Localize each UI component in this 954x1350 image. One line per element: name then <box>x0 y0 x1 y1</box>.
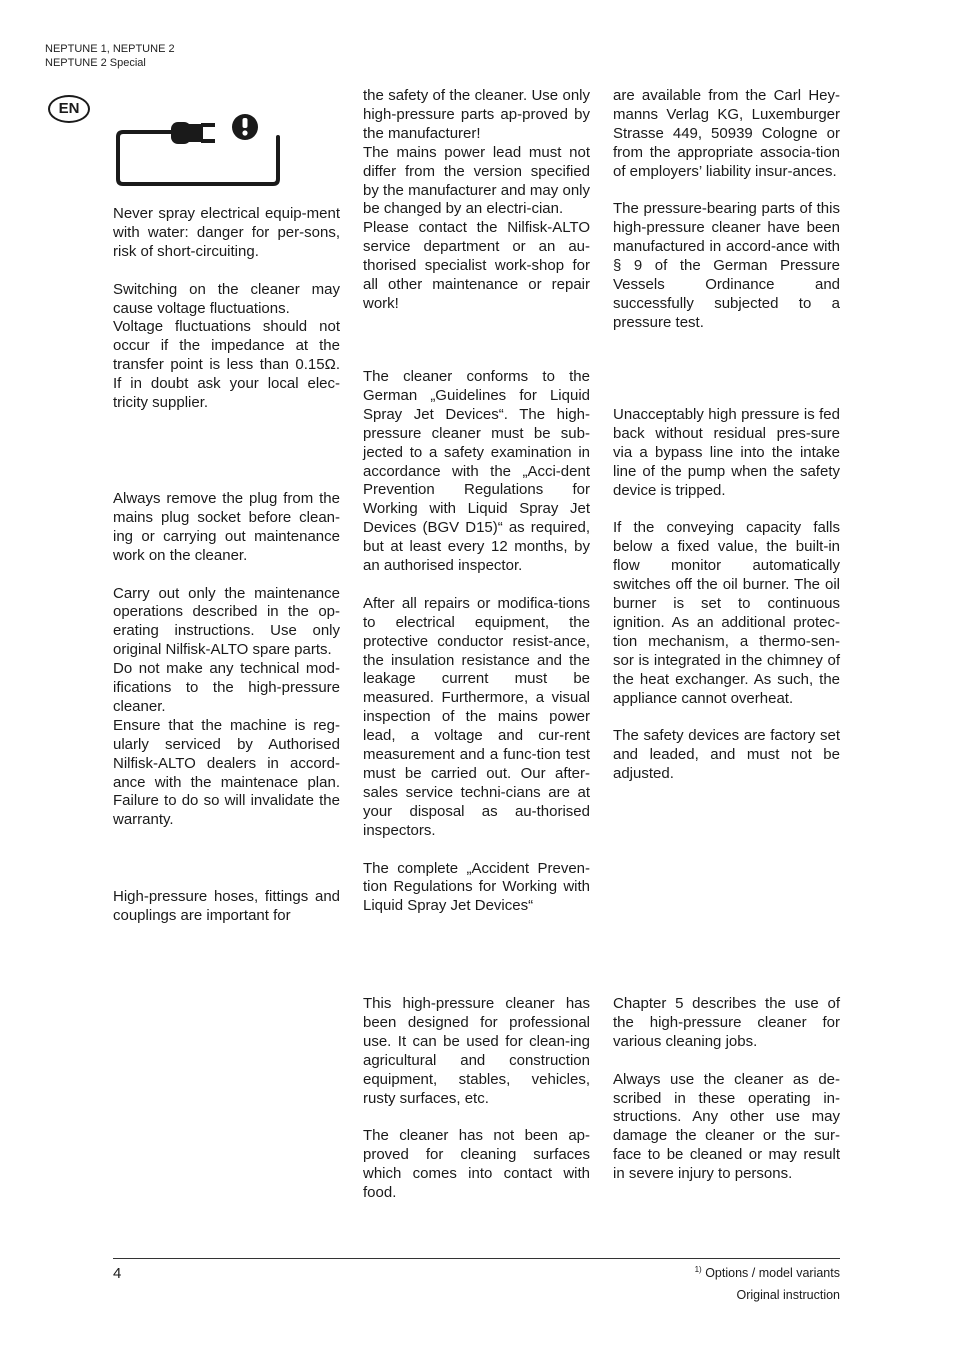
text-column-2a <box>363 87 590 314</box>
paragraph: Never spray electrical equip-ment with water: danger for per-sons, risk of short-circuiting. <box>113 205 340 260</box>
paragraph: High-pressure hoses, fittings and couplings are important for <box>113 888 340 924</box>
paragraph: Please contact the Nilfisk-ALTO service department or an au-thorised specialist work-shop for all other maintenance or repair work! <box>363 219 590 312</box>
model-name-line1: NEPTUNE 1, NEPTUNE 2 <box>45 43 175 55</box>
text-column-3c <box>613 995 840 1184</box>
original-instruction-label: Original instruction <box>736 1288 840 1302</box>
document-header <box>45 42 175 70</box>
paragraph: Unacceptably high pressure is fed back without residual pres-sure via a bypass line into the intake line of the pump when the safety device is tripped. <box>613 406 840 499</box>
paragraph: Voltage fluctuations should not occur if the impedance at the transfer point is less than 0.15Ω. If in doubt ask your local elec-tricity supplier. <box>113 318 340 412</box>
paragraph: The mains power lead must not differ from the version specified by the manufacturer and may only be changed by an electri-cian. <box>363 143 590 218</box>
paragraph: After all repairs or modifica-tions to electrical equipment, the protective conductor resist-ance, the insulation resistance and the leakage current must be measured. Furthermore, a visual inspection of the mains power lead, a voltage and cur-rent measurement and a func-tion test must be carried out. Our after-sales service techni-cians are at your disposal as au-thorised inspectors. <box>363 594 590 839</box>
text-column-1b <box>113 490 340 830</box>
paragraph: The pressure-bearing parts of this high-pressure cleaner have been manufactured in accord-ance with § 9 of the German Pressure Vessels Ordinance and successfully subjected to a pressure test. <box>613 200 840 331</box>
paragraph: the safety of the cleaner. Use only high-pressure parts ap-proved by the manufacturer! <box>363 87 590 142</box>
paragraph: Always use the cleaner as de-scribed in these operating in-structions. Any other use may damage the cleaner or the sur-face to be cleaned or may result in severe injury to persons. <box>613 1070 840 1183</box>
footnote <box>695 1265 840 1280</box>
footnote-text: Options / model variants <box>705 1266 840 1281</box>
language-badge: EN <box>48 95 90 123</box>
page-number: 4 <box>113 1265 122 1282</box>
paragraph: Ensure that the machine is reg-ularly serviced by Authorised Nilfisk-ALTO dealers in accord-ance with the maintenace plan. Failure to do so will invalidate the warranty. <box>113 716 340 829</box>
footnote-mark: 1) <box>694 1265 702 1274</box>
text-column-2b <box>363 368 590 916</box>
paragraph: The cleaner conforms to the German „Guidelines for Liquid Spray Jet Devices“. The high-pressure cleaner must be sub-jected to a safety examination in accordance with the „Acci-dent Prevention Regulations for Working with Liquid Spray Jet Devices (BGV D15)“ as required, but at least every 12 months, by an authorised inspector. <box>363 368 590 575</box>
paragraph: If the conveying capacity falls below a fixed value, the built-in flow monitor automatically switches off the oil burner. The oil burner is set to continuous ignition. As an additional protec-tion mechanism, a thermo-sen-sor is integrated in the chimney of the heat exchanger. As such, the appliance cannot overheat. <box>613 519 840 707</box>
model-name-line2: NEPTUNE 2 Special <box>45 57 146 69</box>
paragraph: The complete „Accident Preven-tion Regulations for Working with Liquid Spray Jet Devices“ <box>363 859 590 915</box>
paragraph: This high-pressure cleaner has been designed for professional use. It can be used for clean-ing agricultural and construction equipment, stables, vehicles, rusty surfaces, etc. <box>363 995 590 1107</box>
text-column-1c <box>113 888 340 926</box>
paragraph: Do not make any technical mod-ifications to the high-pressure cleaner. <box>113 660 340 715</box>
paragraph: are available from the Carl Hey-manns Verlag KG, Luxemburger Strasse 449, 50939 Cologne or from the appropriate associa-tion of employers’ liability insur-ances. <box>613 87 840 180</box>
footer-divider <box>113 1258 840 1259</box>
text-column-1a <box>113 205 340 413</box>
paragraph: Switching on the cleaner may cause voltage fluctuations. <box>113 280 340 317</box>
text-column-3a <box>613 87 840 333</box>
paragraph: The cleaner has not been ap-proved for cleaning surfaces which comes into contact with food. <box>363 1127 590 1202</box>
power-plug-warning-icon <box>113 108 283 190</box>
paragraph: Carry out only the maintenance operations described in the op-erating instructions. Use only original Nilfisk-ALTO spare parts. <box>113 584 340 659</box>
paragraph: The safety devices are factory set and leaded, and must not be adjusted. <box>613 727 840 783</box>
paragraph: Always remove the plug from the mains plug socket before clean-ing or carrying out maintenance work on the cleaner. <box>113 490 340 564</box>
paragraph: Chapter 5 describes the use of the high-pressure cleaner for various cleaning jobs. <box>613 995 840 1050</box>
text-column-2c <box>363 995 590 1203</box>
text-column-3b <box>613 406 840 784</box>
